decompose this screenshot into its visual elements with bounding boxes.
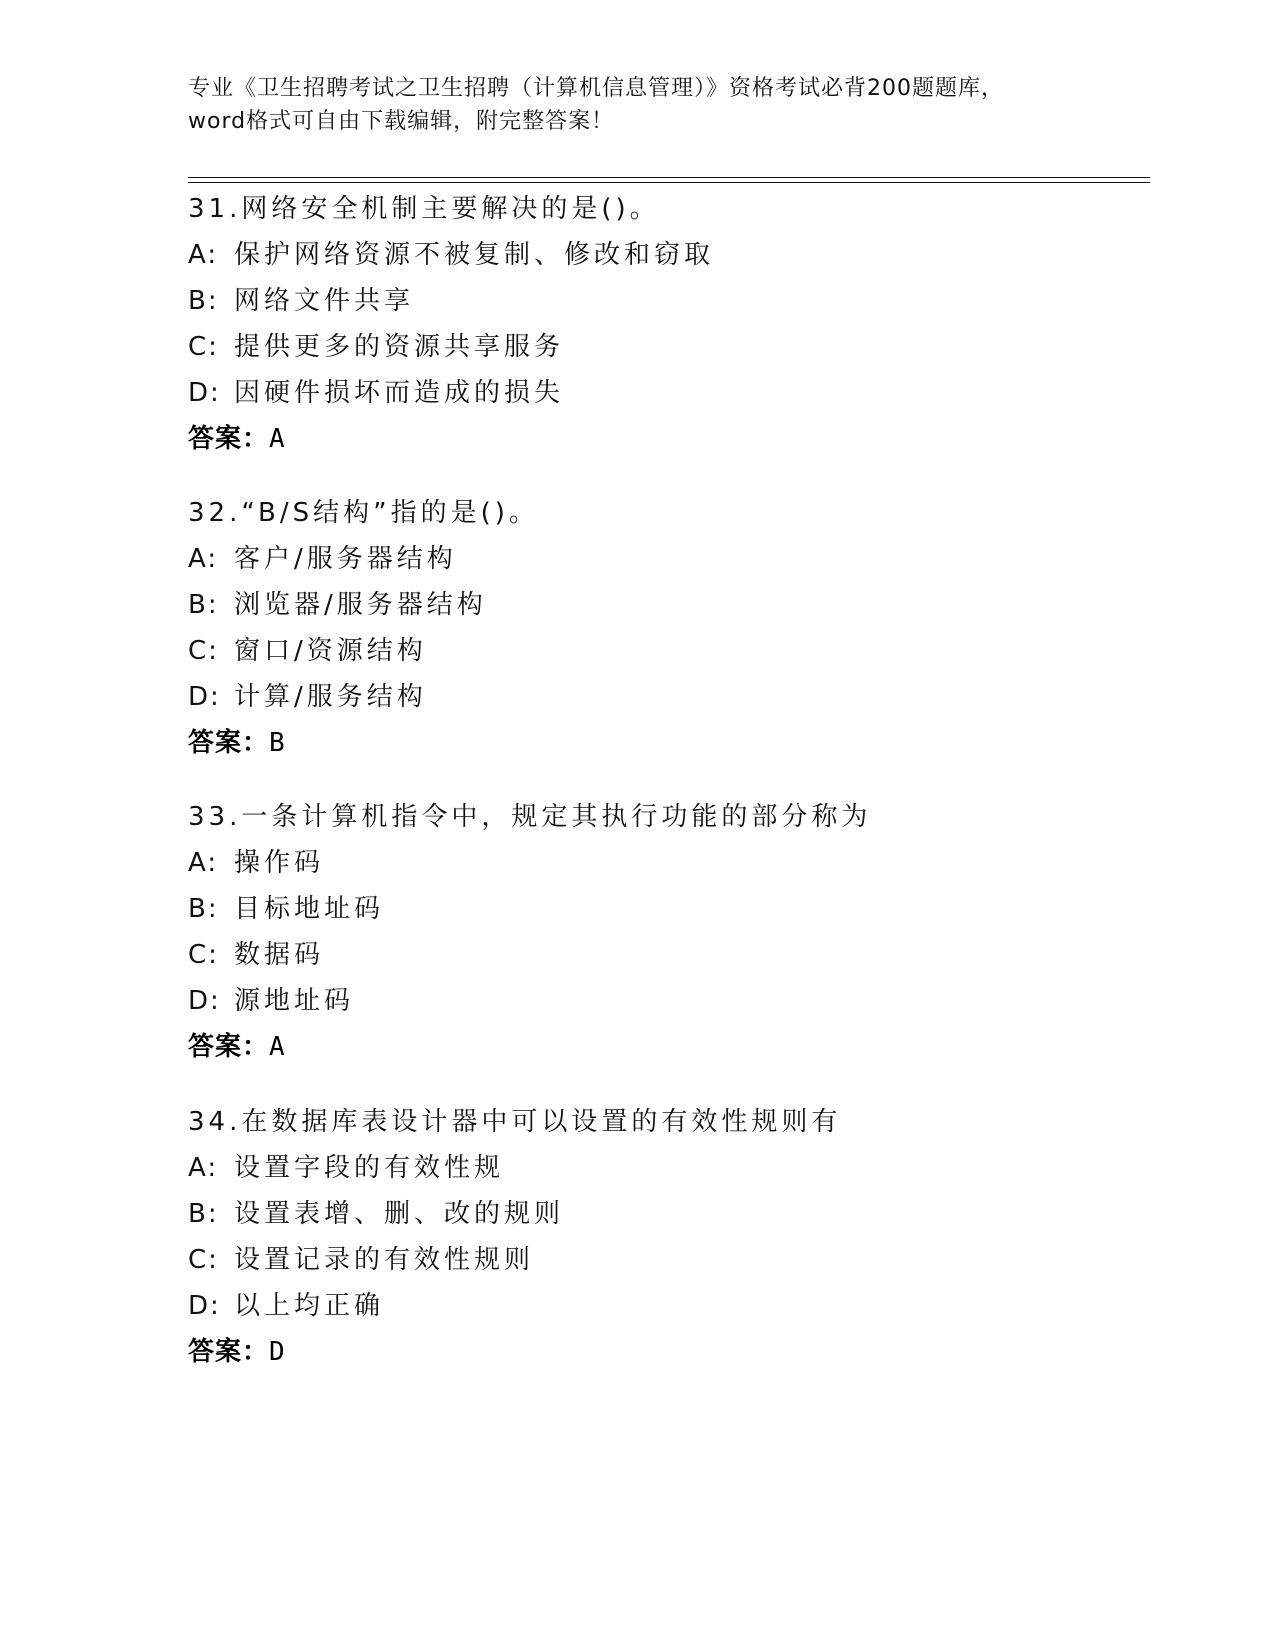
option-text: 因硬件损坏而造成的损失 bbox=[234, 378, 565, 408]
option-text: 目标地址码 bbox=[234, 894, 385, 924]
option-text: 源地址码 bbox=[234, 986, 355, 1016]
option-a bbox=[188, 1145, 1138, 1191]
option-tag: B: bbox=[188, 1199, 219, 1229]
option-d bbox=[188, 674, 1138, 720]
option-tag: C: bbox=[188, 1245, 219, 1275]
answer-value: A bbox=[269, 424, 286, 454]
option-text: 设置字段的有效性规 bbox=[234, 1153, 505, 1183]
option-tag: D: bbox=[188, 378, 221, 408]
answer-value: B bbox=[269, 728, 286, 758]
header-line-2: word格式可自由下载编辑，附完整答案！ bbox=[188, 109, 615, 134]
option-tag: B: bbox=[188, 590, 219, 620]
header-divider-bottom bbox=[188, 182, 1150, 183]
option-text: 网络文件共享 bbox=[234, 286, 415, 316]
option-text: 客户/服务器结构 bbox=[234, 544, 457, 574]
header-divider-top bbox=[188, 177, 1150, 178]
option-a bbox=[188, 536, 1138, 582]
option-text: 操作码 bbox=[234, 848, 325, 878]
option-tag: C: bbox=[188, 940, 219, 970]
option-tag: A: bbox=[188, 848, 219, 878]
question-32 bbox=[188, 490, 1138, 766]
option-b bbox=[188, 886, 1138, 932]
answer-label: 答案： bbox=[188, 1032, 270, 1062]
option-tag: C: bbox=[188, 332, 219, 362]
option-a bbox=[188, 840, 1138, 886]
option-text: 保护网络资源不被复制、修改和窃取 bbox=[234, 240, 715, 270]
option-tag: B: bbox=[188, 286, 219, 316]
option-tag: D: bbox=[188, 682, 221, 712]
answer-label: 答案： bbox=[188, 728, 270, 758]
answer-label: 答案： bbox=[188, 1337, 270, 1367]
option-text: 窗口/资源结构 bbox=[234, 636, 427, 666]
option-text: 数据码 bbox=[234, 940, 325, 970]
option-tag: D: bbox=[188, 1291, 221, 1321]
answer-value: D bbox=[269, 1337, 286, 1367]
option-text: 设置记录的有效性规则 bbox=[234, 1245, 535, 1275]
option-tag: A: bbox=[188, 240, 219, 270]
option-d bbox=[188, 1283, 1138, 1329]
option-text: 计算/服务结构 bbox=[234, 682, 427, 712]
option-a bbox=[188, 232, 1138, 278]
option-c bbox=[188, 932, 1138, 978]
question-31 bbox=[188, 186, 1138, 462]
option-tag: C: bbox=[188, 636, 219, 666]
header-line-1: 专业《卫生招聘考试之卫生招聘（计算机信息管理）》资格考试必背200题题库， bbox=[188, 76, 1004, 101]
question-title: 34.在数据库表设计器中可以设置的有效性规则有 bbox=[188, 1107, 842, 1137]
option-b bbox=[188, 1191, 1138, 1237]
answer-label: 答案： bbox=[188, 424, 270, 454]
option-tag: A: bbox=[188, 1153, 219, 1183]
option-text: 设置表增、删、改的规则 bbox=[234, 1199, 565, 1229]
option-tag: A: bbox=[188, 544, 219, 574]
document-header bbox=[188, 72, 1088, 138]
answer-line bbox=[188, 416, 1138, 462]
option-tag: D: bbox=[188, 986, 221, 1016]
question-33 bbox=[188, 794, 1138, 1070]
option-text: 浏览器/服务器结构 bbox=[234, 590, 487, 620]
answer-value: A bbox=[269, 1032, 286, 1062]
question-title: 31.网络安全机制主要解决的是()。 bbox=[188, 194, 660, 224]
question-34 bbox=[188, 1099, 1138, 1375]
answer-line bbox=[188, 720, 1138, 766]
option-tag: B: bbox=[188, 894, 219, 924]
option-c bbox=[188, 1237, 1138, 1283]
option-c bbox=[188, 324, 1138, 370]
question-title: 32.“B/S结构”指的是()。 bbox=[188, 498, 539, 528]
answer-line bbox=[188, 1329, 1138, 1375]
answer-line bbox=[188, 1024, 1138, 1070]
option-d bbox=[188, 370, 1138, 416]
option-b bbox=[188, 582, 1138, 628]
question-title: 33.一条计算机指令中，规定其执行功能的部分称为 bbox=[188, 802, 872, 832]
option-text: 提供更多的资源共享服务 bbox=[234, 332, 565, 362]
option-b bbox=[188, 278, 1138, 324]
option-d bbox=[188, 978, 1138, 1024]
option-c bbox=[188, 628, 1138, 674]
option-text: 以上均正确 bbox=[234, 1291, 385, 1321]
